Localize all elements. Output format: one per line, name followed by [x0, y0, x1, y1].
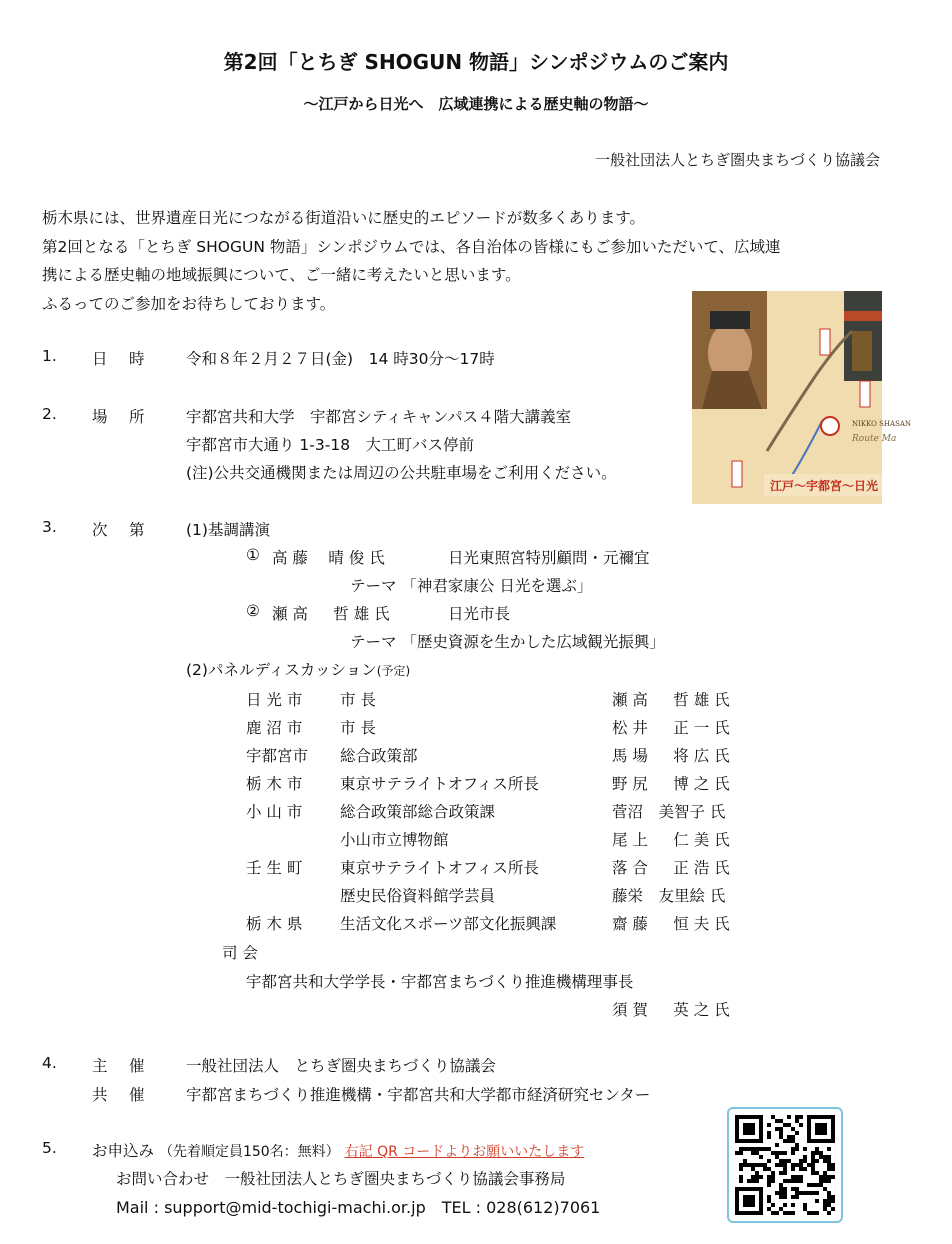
page-title: 第2回「とちぎ SHOGUN 物語」シンポジウムのご案内: [223, 50, 729, 74]
panel-city: 日 光 市: [246, 691, 303, 709]
speaker-2-mark: ②: [246, 602, 260, 620]
cohost-value: 宇都宮まちづくり推進機構・宇都宮共和大学都市経済研究センター: [186, 1086, 651, 1104]
panel-title: [186, 658, 410, 680]
panel-name: 菅沼 美智子 氏: [612, 803, 726, 821]
panel-name: 野 尻 博 之 氏: [612, 775, 730, 793]
panel-city: 栃 木 市: [246, 775, 303, 793]
place-note: (注)公共交通機関または周辺の公共駐車場をご利用ください。: [186, 464, 617, 482]
intro-line-3: 携による歴史軸の地域振興について、ご一緒に考えたいと思います。: [42, 266, 521, 284]
qr-note-link[interactable]: 右記 QR コードよりお願いいたします: [344, 1144, 585, 1160]
panel-name: 尾 上 仁 美 氏: [612, 831, 730, 849]
item-number-3: 3.: [42, 518, 57, 536]
panel-dept: 小山市立博物館: [340, 831, 449, 849]
organizer-name: 一般社団法人とちぎ圏央まちづくり協議会: [595, 151, 880, 169]
item-number-1: 1.: [42, 347, 57, 365]
page-subtitle: ～江戸から日光へ 広域連携による歴史軸の物語～: [303, 95, 649, 113]
place-label: 場 所: [92, 408, 148, 426]
panel-note: (予定): [376, 664, 411, 678]
speaker-2-theme: テーマ 「歴史資源を生かした広域観光振興」: [350, 633, 665, 651]
host-value: 一般社団法人 とちぎ圏央まちづくり協議会: [186, 1057, 496, 1075]
panel-dept: 東京サテライトオフィス所長: [340, 775, 539, 793]
map-label: NIKKO SHASAN: [852, 420, 912, 428]
place-line-2: 宇都宮市大通り 1-3-18 大工町バス停前: [186, 436, 475, 454]
time-value: 令和８年２月２７日(金) 14 時30分～17時: [186, 350, 495, 368]
host-label: 主 催: [92, 1057, 148, 1075]
panel-dept: 総合政策部総合政策課: [340, 803, 496, 821]
route-map-graphic: [692, 291, 912, 504]
route-map-image: [692, 291, 912, 504]
qr-code-pattern: [735, 1115, 835, 1215]
speaker-2-role: 日光市長: [448, 605, 511, 623]
program-label: 次 第: [92, 521, 148, 539]
panel-title-text: (2)パネルディスカッション: [186, 661, 377, 679]
mail-tel-line[interactable]: Mail : support@mid-tochigi-machi.or.jp TEL : 028(612)7061: [116, 1198, 601, 1217]
panel-name: 藤栄 友里絵 氏: [612, 887, 726, 905]
intro-line-2: 第2回となる「とちぎ SHOGUN 物語」シンポジウムでは、各自治体の皆様にもご参加いただいて、広域連: [42, 238, 781, 256]
panel-dept: 市 長: [340, 719, 376, 737]
panel-name: 松 井 正 一 氏: [612, 719, 730, 737]
map-label-route: Route Ma: [852, 434, 897, 444]
place-line-1: 宇都宮共和大学 宇都宮シティキャンパス４階大講義室: [186, 408, 572, 426]
panel-dept: 歴史民俗資料館学芸員: [340, 887, 496, 905]
time-label: 日 時: [92, 350, 148, 368]
item-number-2: 2.: [42, 405, 57, 423]
intro-line-1: 栃木県には、世界遺産日光につながる街道沿いに歴史的エピソードが数多くあります。: [42, 209, 645, 227]
qr-code[interactable]: [727, 1107, 843, 1223]
keynote-title: (1)基調講演: [186, 521, 270, 539]
panel-city: 鹿 沼 市: [246, 719, 303, 737]
speaker-2-name: 瀬 高 哲 雄 氏: [272, 605, 390, 623]
panel-dept: 生活文化スポーツ部文化振興課: [340, 915, 557, 933]
moderator-label: 司 会: [222, 944, 258, 962]
panel-name: 瀬 高 哲 雄 氏: [612, 691, 730, 709]
panel-city: 壬 生 町: [246, 859, 303, 877]
panel-dept: 総合政策部: [340, 747, 418, 765]
panel-city: 小 山 市: [246, 803, 303, 821]
apply-detail: （先着順定員150名：無料）: [158, 1144, 340, 1160]
panel-name: 馬 場 将 広 氏: [612, 747, 730, 765]
apply-line: [92, 1139, 584, 1161]
speaker-1-name: 高 藤 晴 俊 氏: [272, 549, 385, 567]
panel-city: 栃 木 県: [246, 915, 303, 933]
moderator-role: 宇都宮共和大学学長・宇都宮まちづくり推進機構理事長: [246, 973, 634, 991]
panel-city: 宇都宮市: [246, 747, 309, 765]
panel-name: 落 合 正 浩 氏: [612, 859, 730, 877]
item-number-5: 5.: [42, 1139, 57, 1157]
intro-line-4: ふるってのご参加をお待ちしております。: [42, 295, 336, 313]
item-number-4: 4.: [42, 1054, 57, 1072]
panel-name: 齋 藤 恒 夫 氏: [612, 915, 730, 933]
contact-line: お問い合わせ 一般社団法人とちぎ圏央まちづくり協議会事務局: [116, 1170, 566, 1188]
speaker-1-role: 日光東照宮特別顧問・元禰宜: [448, 549, 650, 567]
speaker-1-theme: テーマ 「神君家康公 日光を選ぶ」: [350, 577, 593, 595]
cohost-label: 共 催: [92, 1086, 148, 1104]
map-caption: 江戸～宇都宮～日光: [770, 479, 879, 493]
apply-label: お申込み: [92, 1142, 155, 1160]
panel-dept: 東京サテライトオフィス所長: [340, 859, 539, 877]
moderator-name: 須 賀 英 之 氏: [612, 1001, 730, 1019]
panel-dept: 市 長: [340, 691, 376, 709]
speaker-1-mark: ①: [246, 546, 260, 564]
